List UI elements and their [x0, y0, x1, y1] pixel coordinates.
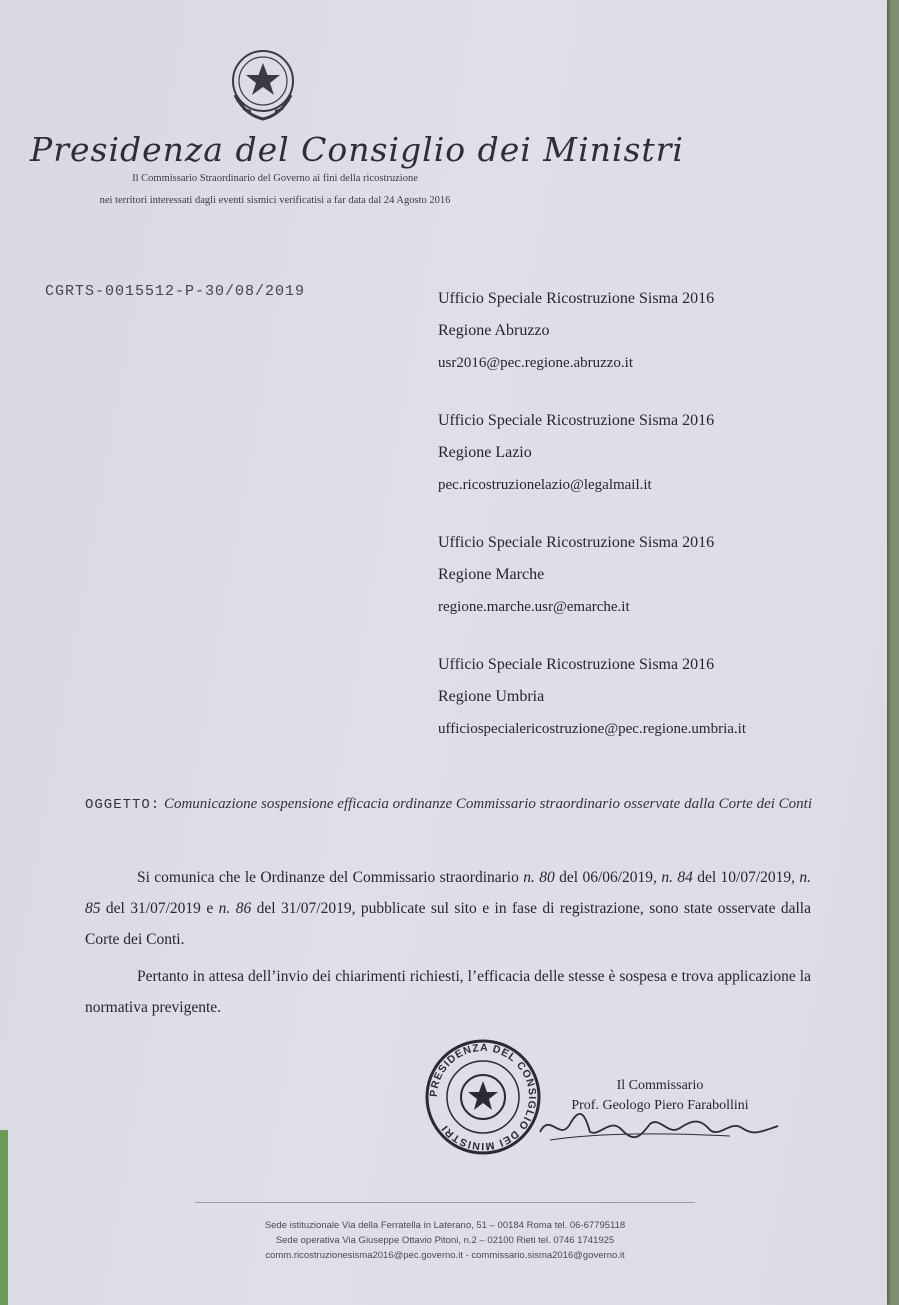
- signer-name: Prof. Geologo Piero Farabollini: [571, 1098, 749, 1113]
- ordinance-number: n. 86: [218, 900, 252, 917]
- ordinance-number: n. 85: [85, 869, 812, 917]
- official-stamp-icon: [423, 1037, 543, 1157]
- ordinance-number: n. 80: [523, 869, 555, 886]
- signer-role: Il Commissario: [616, 1078, 704, 1093]
- body-paragraph-1: [85, 862, 811, 955]
- body-text-fragment: del 10/07/2019,: [692, 869, 800, 886]
- subject-line: [85, 794, 825, 815]
- footer-line2: Sede operativa Via Giuseppe Ottavio Pitoni, n.2 – 02100 Rieti tel. 0746 1741925: [275, 1235, 615, 1246]
- recipient-region: Regione Lazio: [438, 444, 532, 461]
- footer-line1: Sede istituzionale Via della Ferratella in Laterano, 51 – 00184 Roma tel. 06-67795118: [264, 1220, 626, 1231]
- recipient-lazio: [438, 405, 878, 501]
- recipient-office: Ufficio Speciale Ricostruzione Sisma 2016: [438, 656, 715, 673]
- recipient-office: Ufficio Speciale Ricostruzione Sisma 2016: [438, 290, 715, 307]
- body-text-fragment: del 31/07/2019 e: [100, 900, 219, 917]
- body-text-fragment: Si comunica che le Ordinanze del Commissario straordinario: [137, 869, 524, 886]
- header-subtitle-line2: nei territori interessati dagli eventi sismici verificatisi a far data dal 24 Agosto 2016: [99, 195, 451, 206]
- footer-line3: comm.ricostruzionesisma2016@pec.governo.it - commissario.sisma2016@governo.it: [265, 1250, 625, 1261]
- republic-emblem-icon: [225, 45, 301, 125]
- letter-body: [85, 862, 811, 1029]
- body-text-fragment: del 31/07/2019, pubblicate sul sito e in fase di registrazione, sono state osservate dalla Corte dei Conti.: [85, 900, 811, 948]
- recipient-email: ufficiospecialericostruzione@pec.regione.umbria.it: [438, 721, 746, 737]
- protocol-number: CGRTS-0015512-P-30/08/2019: [45, 283, 306, 300]
- recipients-block: [438, 283, 878, 771]
- recipient-email: pec.ricostruzionelazio@legalmail.it: [438, 477, 652, 493]
- recipient-office: Ufficio Speciale Ricostruzione Sisma 2016: [438, 534, 715, 551]
- subject-text: Comunicazione sospensione efficacia ordinanze Commissario straordinario osservate dalla Corte dei Conti: [163, 796, 813, 812]
- stamp-text: PRESIDENZA DEL CONSIGLIO DEI MINISTRI: [427, 1041, 539, 1153]
- recipient-email: regione.marche.usr@emarche.it: [438, 599, 630, 615]
- recipient-marche: [438, 527, 878, 623]
- recipient-umbria: [438, 649, 878, 745]
- recipient-region: Regione Umbria: [438, 688, 545, 705]
- institution-heading: Presidenza del Consiglio dei Ministri: [30, 130, 684, 169]
- recipient-email: usr2016@pec.regione.abruzzo.it: [438, 355, 633, 371]
- footer-divider: [195, 1202, 695, 1203]
- background-edge: [0, 1130, 8, 1305]
- body-paragraph-2: Pertanto in attesa dell’invio dei chiarimenti richiesti, l’efficacia delle stesse è sospesa e trova applicazione la normativa previgente.: [85, 968, 811, 1016]
- footer: [100, 1218, 790, 1263]
- recipient-region: Regione Abruzzo: [438, 322, 550, 339]
- subject-label: OGGETTO:: [85, 797, 161, 813]
- recipient-region: Regione Marche: [438, 566, 545, 583]
- recipient-office: Ufficio Speciale Ricostruzione Sisma 2016: [438, 412, 715, 429]
- recipient-abruzzo: [438, 283, 878, 379]
- header-subtitle-line1: Il Commissario Straordinario del Governo ai fini della ricostruzione: [132, 173, 418, 184]
- body-text-fragment: del 06/06/2019,: [554, 869, 662, 886]
- ordinance-number: n. 84: [661, 869, 693, 886]
- handwritten-signature-icon: [530, 1102, 790, 1147]
